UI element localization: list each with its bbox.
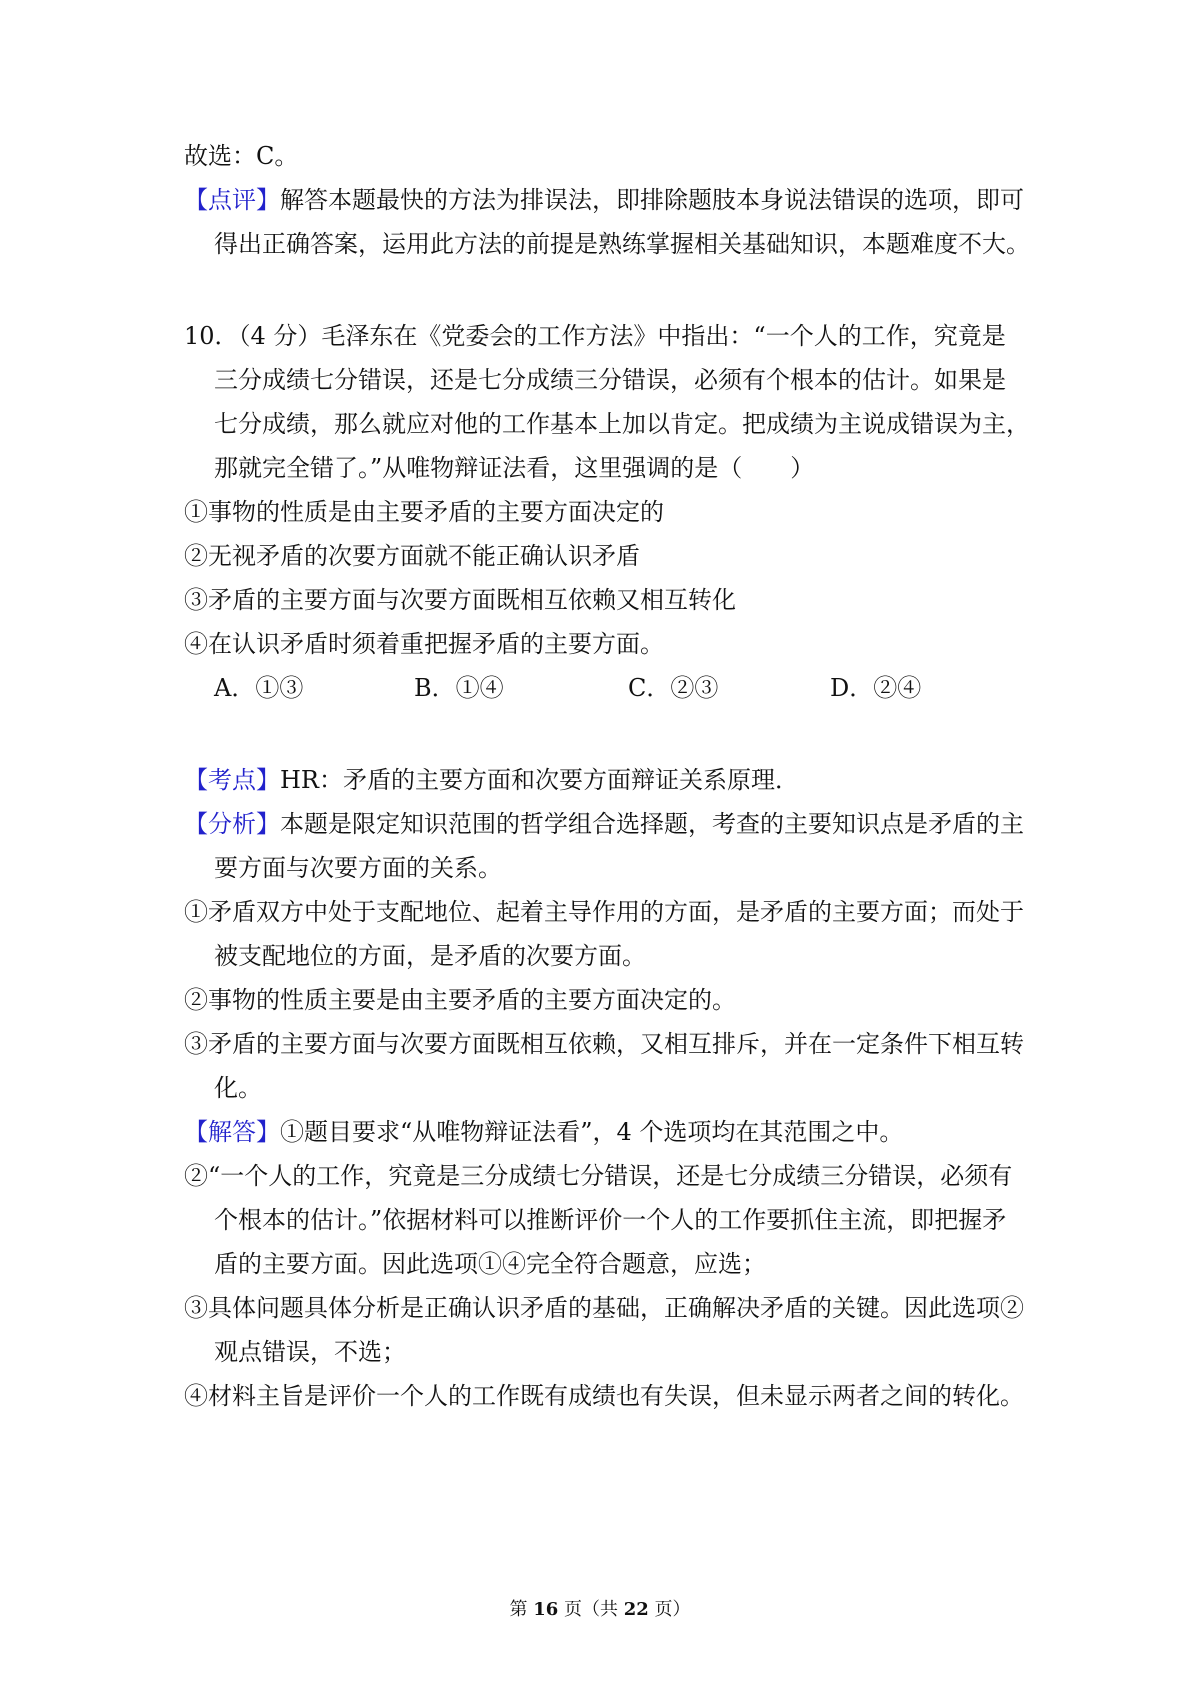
fenxi-point-1-cont: 被支配地位的方面，是矛盾的次要方面。 <box>214 942 646 970</box>
statement-item: ②无视矛盾的次要方面就不能正确认识矛盾 <box>184 542 640 570</box>
question-stem-line-2: 三分成绩七分错误，还是七分成绩三分错误，必须有个根本的估计。如果是 <box>214 366 1006 394</box>
fenxi-point-3-cont: 化。 <box>214 1074 262 1102</box>
page-footer <box>0 1598 1200 1622</box>
fenxi-point-1: ①矛盾双方中处于支配地位、起着主导作用的方面，是矛盾的主要方面；而处于 <box>184 898 1024 926</box>
comment-tag: 【点评】 <box>184 186 280 214</box>
question-stem-line-3: 七分成绩，那么就应对他的工作基本上加以肯定。把成绩为主说成错误为主， <box>214 410 1030 438</box>
kaodian-text: HR：矛盾的主要方面和次要方面辩证关系原理． <box>280 766 799 794</box>
question-stem-line-4: 那就完全错了。”从唯物辩证法看，这里强调的是（ ） <box>214 454 815 482</box>
comment-text: 解答本题最快的方法为排误法，即排除题肢本身说法错误的选项，即可 <box>280 186 1024 214</box>
jieda-point-2-cont: 盾的主要方面。因此选项①④完全符合题意，应选； <box>214 1250 766 1278</box>
jieda-point-4: ④材料主旨是评价一个人的工作既有成绩也有失误，但未显示两者之间的转化。 <box>184 1382 1024 1410</box>
statement-item: ①事物的性质是由主要矛盾的主要方面决定的 <box>184 498 664 526</box>
option-c: C．②③ <box>628 674 719 702</box>
fenxi-line <box>184 808 1024 840</box>
footer-page-number: 16 <box>533 1599 559 1620</box>
footer-total-pages: 22 <box>623 1599 649 1620</box>
statement-item: ③矛盾的主要方面与次要方面既相互依赖又相互转化 <box>184 586 736 614</box>
footer-prefix: 第 <box>509 1599 528 1620</box>
jieda-point-3-cont: 观点错误，不选； <box>214 1338 406 1366</box>
fenxi-text: 本题是限定知识范围的哲学组合选择题，考查的主要知识点是矛盾的主 <box>280 810 1024 838</box>
jieda-point-2-cont: 个根本的估计。”依据材料可以推断评价一个人的工作要抓住主流，即把握矛 <box>214 1206 1007 1234</box>
comment-line-2: 得出正确答案，运用此方法的前提是熟练掌握相关基础知识，本题难度不大。 <box>214 230 1030 258</box>
question-stem-line-1: 10．（4 分）毛泽东在《党委会的工作方法》中指出：“一个人的工作，究竟是 <box>184 322 1006 350</box>
fenxi-point-2: ②事物的性质主要是由主要矛盾的主要方面决定的。 <box>184 986 736 1014</box>
fenxi-point-3: ③矛盾的主要方面与次要方面既相互依赖，又相互排斥，并在一定条件下相互转 <box>184 1030 1024 1058</box>
comment-line <box>184 184 1024 216</box>
fenxi-line-2: 要方面与次要方面的关系。 <box>214 854 502 882</box>
jieda-point-2: ②“一个人的工作，究竟是三分成绩七分错误，还是七分成绩三分错误，必须有 <box>184 1162 1013 1190</box>
option-b: B．①④ <box>414 674 504 702</box>
jieda-point-3: ③具体问题具体分析是正确认识矛盾的基础，正确解决矛盾的关键。因此选项② <box>184 1294 1024 1322</box>
jieda-line <box>184 1116 903 1148</box>
fenxi-tag: 【分析】 <box>184 810 280 838</box>
footer-suffix: 页） <box>654 1599 691 1620</box>
option-d: D．②④ <box>830 674 922 702</box>
statement-item: ④在认识矛盾时须着重把握矛盾的主要方面。 <box>184 630 664 658</box>
jieda-text: ①题目要求“从唯物辩证法看”，4 个选项均在其范围之中。 <box>280 1118 904 1146</box>
footer-mid: 页（共 <box>564 1599 618 1620</box>
kaodian-line <box>184 764 799 796</box>
jieda-tag: 【解答】 <box>184 1118 280 1146</box>
option-a: A．①③ <box>214 674 304 702</box>
previous-conclusion: 故选：C。 <box>184 142 299 170</box>
kaodian-tag: 【考点】 <box>184 766 280 794</box>
